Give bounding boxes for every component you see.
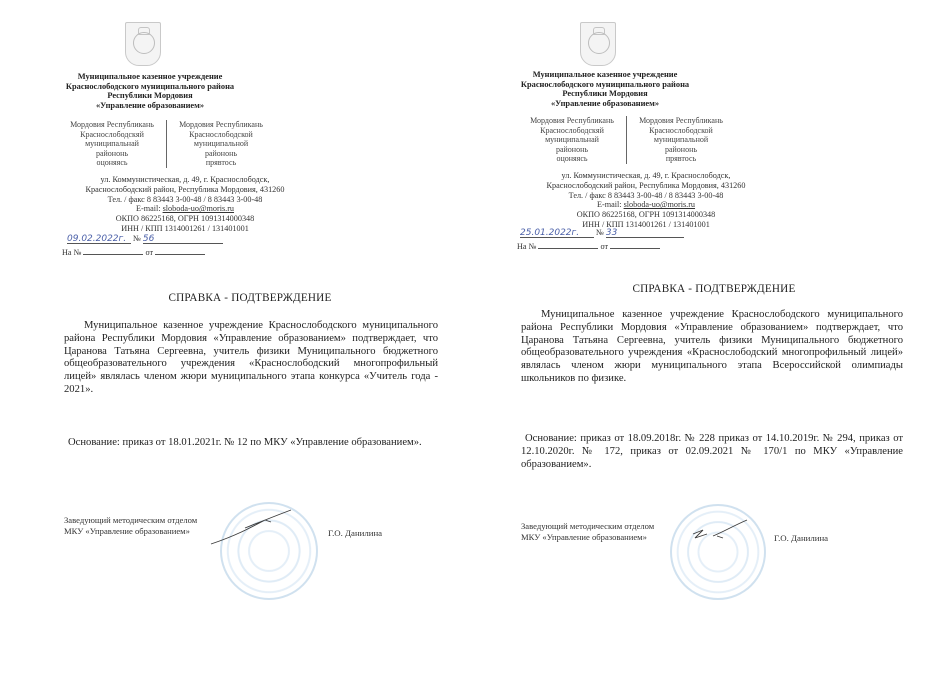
certificate-document-left [0,0,460,696]
certificate-document-right [464,0,928,696]
document-title: СПРАВКА - ПОДТВЕРЖДЕНИЕ [168,292,332,304]
header-divider [626,116,627,164]
email-link[interactable]: sloboda-uo@moris.ru [162,204,235,214]
signatory-position: Заведующий методическим отделом МКУ «Управление образованием» [521,521,655,542]
mordovian-header: Мордовия Республикань Краснослободскяй муниципальнай райононь оцоняясь Мордовия Республикань Краснослободской муниципальной райононь прявтось [70,120,263,168]
reference-line: На № от [517,239,660,251]
mordovian-header: Мордовия Республикань Краснослободскяй муниципальнай райононь оцоняясь Мордовия Республикань Краснослободской муниципальной райононь прявтось [530,116,723,164]
organization-header: Муниципальное казенное учреждение Краснослободского муниципального района Республики Мордовия «Управление образованием» [65,72,235,110]
certificate-body: Муниципальное казенное учреждение Краснослободского муниципального района Республики Мордовия «Управление образованием» подтверждает, что Царанова Татьяна Сергеевна, учитель физики Муниципального бюджетного общеобразовательного учреждения «Краснослободский многопрофильный лицей» являлась членом жюри муниципального этапа Всероссийской олимпиады школьников по физике. [521,309,903,384]
registration-line: 25.01.2022г. № 33 [520,228,684,238]
header-divider [166,120,167,168]
registration-date: 25.01.2022г. [520,228,580,238]
coat-of-arms-emblem-icon [125,22,161,66]
contact-details: ул. Коммунистическая, д. 49, г. Краснослободск, Краснослободский район, Республика Мордовия, 431260 Тел. / факс 8 83443 3-00-48 / 8 83443 3-00-48 E-mail: sloboda-uo@moris.ru ОКПО 86225168, ОГРН 1091314000348 ИНН / КПП 1314001261 / 131401001 [85,175,285,233]
signatory-name: Г.О. Данилина [328,528,383,538]
coat-of-arms-emblem-icon [580,22,616,66]
reference-line: На № от [62,245,205,257]
signatory-name: Г.О. Данилина [774,533,829,543]
signature-icon [205,508,295,548]
registration-date: 09.02.2022г. [67,234,127,244]
registration-line: 09.02.2022г. № 56 [67,234,223,244]
basis-text: Основание: приказ от 18.09.2018г. № 228 приказ от 14.10.2019г. № 294, приказ от 12.10.2020г. № 172, приказ от 02.09.2021 № 170/1 по МКУ «Управление образованием». [521,433,903,470]
basis-text: Основание: приказ от 18.01.2021г. № 12 по МКУ «Управление образованием». [68,437,422,448]
organization-header: Муниципальное казенное учреждение Краснослободского муниципального района Республики Мордовия «Управление образованием» [520,70,690,108]
registration-number: 33 [605,228,618,238]
document-title: СПРАВКА - ПОДТВЕРЖДЕНИЕ [632,283,796,295]
email-link[interactable]: sloboda-uo@moris.ru [623,200,696,210]
certificate-body: Муниципальное казенное учреждение Краснослободского муниципального района Республики Мордовия «Управление образованием» подтверждает, что Царанова Татьяна Сергеевна, учитель физики Муниципального бюджетного общеобразовательного учреждения «Краснослободский многопрофильный лицей» являлась членом жюри муниципального этапа конкурса «Учитель года - 2021». [64,320,438,395]
signature-icon [689,516,759,546]
contact-details: ул. Коммунистическая, д. 49, г. Краснослободск, Краснослободский район, Республика Мордовия, 431260 Тел. / факс 8 83443 3-00-48 / 8 83443 3-00-48 E-mail: sloboda-uo@moris.ru ОКПО 86225168, ОГРН 1091314000348 ИНН / КПП 1314001261 / 131401001 [546,171,746,229]
signatory-position: Заведующий методическим отделом МКУ «Управление образованием» [64,515,198,536]
registration-number: 56 [142,234,155,244]
